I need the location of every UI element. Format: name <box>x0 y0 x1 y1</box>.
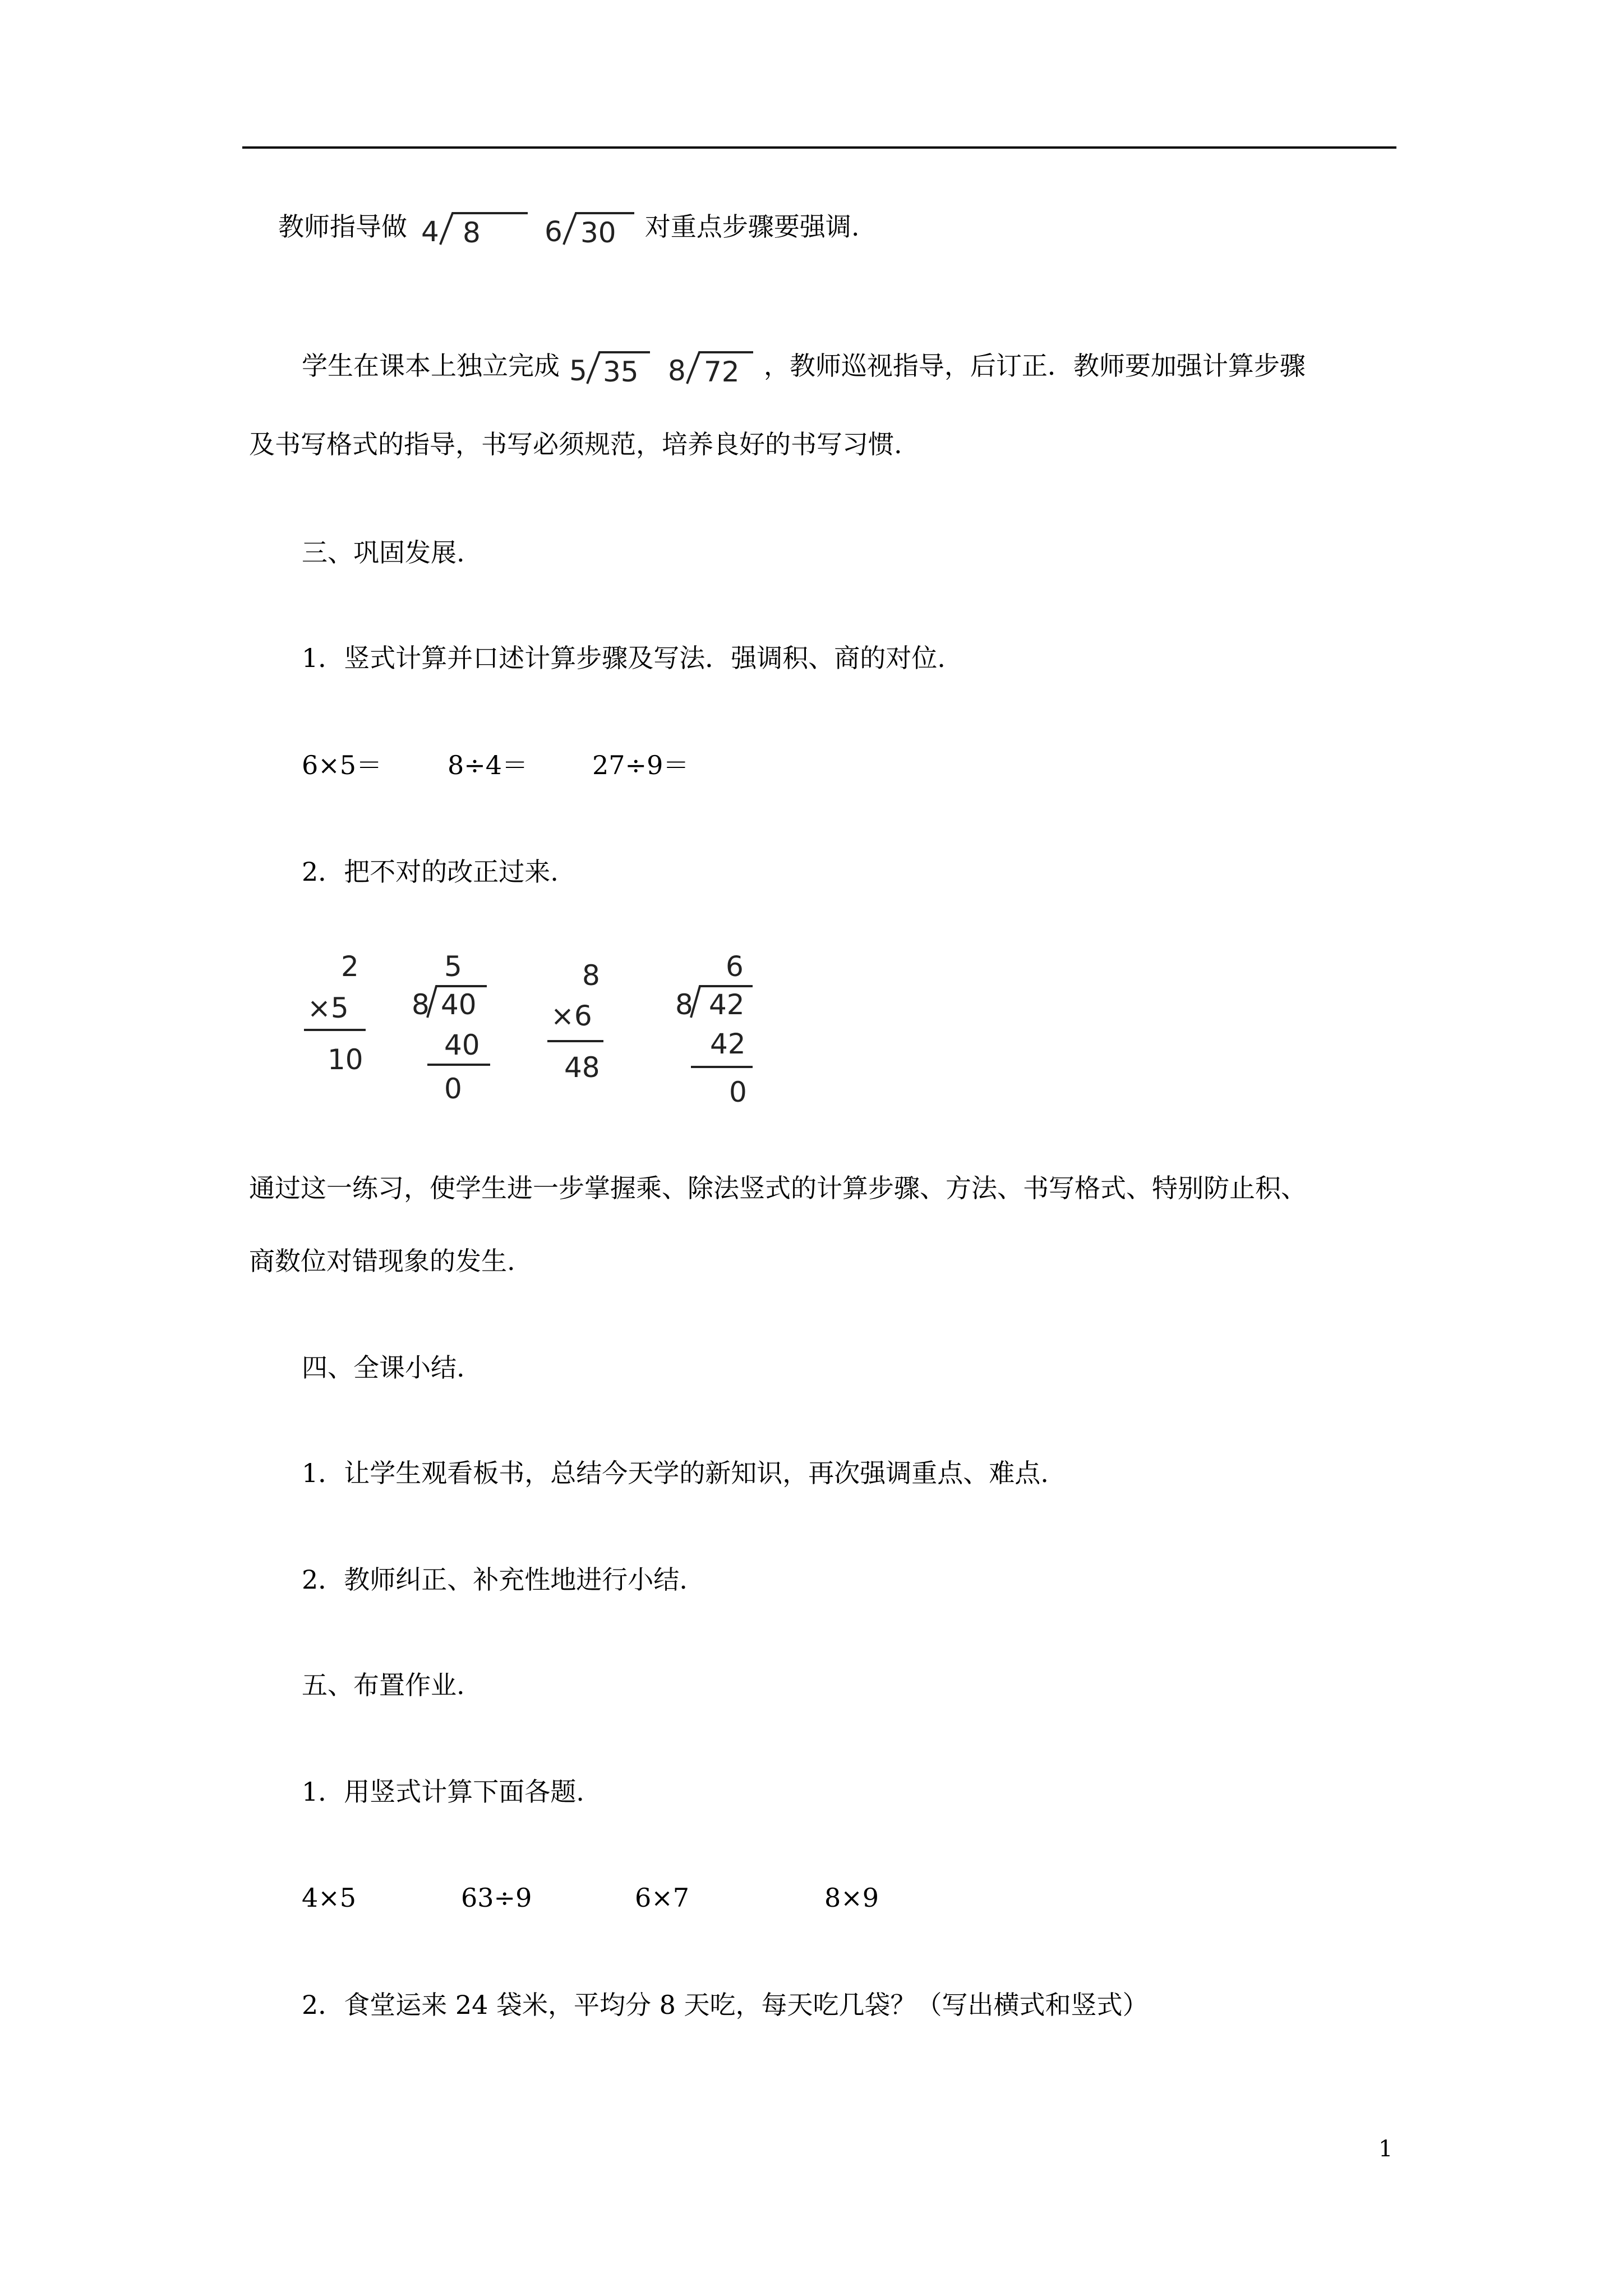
multiplicand: 8 <box>582 959 600 992</box>
calc-item: 27÷9＝ <box>592 750 689 780</box>
long-division-8-72 <box>660 347 755 389</box>
long-division-6-30 <box>541 208 637 250</box>
multiplier: ×6 <box>551 1000 592 1032</box>
remainder: 0 <box>729 1076 747 1108</box>
multiplication-2x5 <box>304 950 366 1076</box>
dividend: 42 <box>709 988 745 1021</box>
product: 48 <box>564 1051 600 1084</box>
p2-text-after: ，教师巡视指导，后订正．教师要加强计算步骤 <box>763 351 1306 381</box>
dividend: 72 <box>704 356 740 388</box>
calc-item: 6×5＝ <box>302 750 382 780</box>
divisor: 5 <box>569 355 587 387</box>
vertical-calculations-figure <box>297 948 768 1116</box>
dividend: 40 <box>441 988 477 1021</box>
calc-item: 63÷9 <box>461 1883 532 1913</box>
list-item-4-2: 2．教师纠正、补充性地进行小结. <box>302 1565 688 1595</box>
divisor: 6 <box>545 215 563 248</box>
subtrahend: 42 <box>710 1028 746 1060</box>
paragraph-note-line1: 通过这一练习，使学生进一步掌握乘、除法竖式的计算步骤、方法、书写格式、特别防止积、 <box>249 1173 1307 1203</box>
long-division-4-8 <box>416 208 533 250</box>
calc-item: 6×7 <box>635 1883 690 1913</box>
list-item-5-2: 2．食堂运来 24 袋米，平均分 8 天吃，每天吃几袋？（写出横式和竖式） <box>302 1990 1149 2020</box>
list-item-5-1: 1．用竖式计算下面各题. <box>302 1777 584 1807</box>
paragraph-student-practice-line2: 及书写格式的指导，书写必须规范，培养良好的书写习惯. <box>249 429 902 459</box>
header-rule <box>242 146 1396 149</box>
dividend: 30 <box>580 217 616 249</box>
quotient: 5 <box>444 950 462 983</box>
divisor: 4 <box>421 215 439 248</box>
multiplication-8x6 <box>547 959 603 1084</box>
long-division-42-by-8 <box>675 950 753 1108</box>
divisor: 8 <box>412 988 430 1021</box>
paragraph-note-line2: 商数位对错现象的发生. <box>249 1246 515 1276</box>
p1-text-before: 教师指导做 <box>278 211 407 242</box>
calc-item: 8×9 <box>824 1883 879 1913</box>
long-division-5-35 <box>568 347 652 389</box>
quotient: 6 <box>726 950 744 983</box>
multiplicand: 2 <box>341 950 359 983</box>
section-heading-summary: 四、全课小结. <box>302 1352 465 1383</box>
divisor: 8 <box>675 988 693 1021</box>
list-item-4-1: 1．让学生观看板书，总结今天学的新知识，再次强调重点、难点. <box>302 1458 1049 1488</box>
remainder: 0 <box>444 1073 462 1105</box>
list-item-3-1: 1．竖式计算并口述计算步骤及写法．强调积、商的对位. <box>302 643 946 673</box>
product: 10 <box>328 1043 363 1076</box>
p1-text-after: 对重点步骤要强调. <box>644 211 860 242</box>
paragraph-student-practice <box>302 347 1306 389</box>
list-item-3-2: 2．把不对的改正过来. <box>302 857 559 887</box>
calc-item: 4×5 <box>302 1883 357 1913</box>
subtrahend: 40 <box>444 1029 480 1061</box>
paragraph-teacher-guide <box>278 208 860 250</box>
dividend: 8 <box>462 217 481 249</box>
p2-text-before: 学生在课本上独立完成 <box>302 351 560 381</box>
divisor: 8 <box>668 355 686 387</box>
dividend: 35 <box>602 356 639 388</box>
page-number: 1 <box>1378 2136 1393 2162</box>
calc-item: 8÷4＝ <box>448 750 528 780</box>
long-division-40-by-8 <box>412 950 490 1105</box>
section-heading-consolidate: 三、巩固发展. <box>302 537 465 568</box>
division-bracket <box>440 213 528 245</box>
multiplier: ×5 <box>307 992 349 1024</box>
section-heading-homework: 五、布置作业. <box>302 1670 465 1700</box>
